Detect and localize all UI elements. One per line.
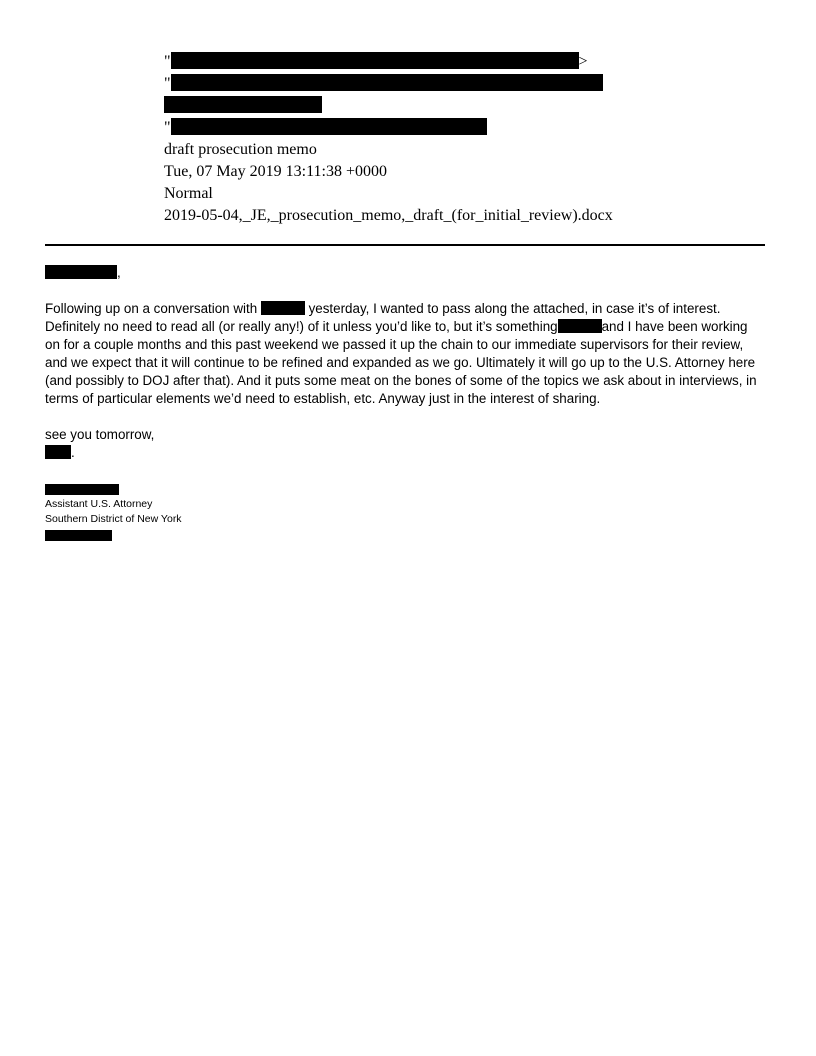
header-divider	[45, 244, 765, 246]
redaction	[164, 96, 322, 113]
body-line: terms of particular elements we’d need to establish, etc. Anyway just in the interest of sharing.	[45, 391, 601, 406]
redaction	[261, 301, 305, 315]
cc-value: "	[164, 117, 487, 139]
to-value-continued	[164, 95, 322, 117]
body-line: (and possibly to DOJ after that). And it puts some meat on the bones of some of the topics we ask about in interviews, in	[45, 373, 757, 388]
redaction	[171, 52, 579, 69]
redaction	[45, 445, 71, 459]
signoff-name: .	[45, 444, 773, 462]
redaction	[171, 74, 603, 91]
body-line: and we expect that it will continue to be refined and expanded as we go. Ultimately it will go up to the U.S. Attorney here	[45, 355, 756, 370]
to-value: "	[164, 73, 603, 95]
body-line: on for a couple months and this past weekend we passed it up the chain to our immediate supervisors for their review,	[45, 337, 744, 352]
greeting: ,	[45, 264, 773, 282]
date-value: Tue, 07 May 2019 13:11:38 +0000	[164, 163, 387, 180]
body-paragraph	[45, 300, 773, 408]
signature-title: Assistant U.S. Attorney	[45, 498, 153, 510]
redaction	[45, 484, 119, 495]
signoff	[45, 426, 773, 462]
redaction	[171, 118, 487, 135]
subject-value: draft prosecution memo	[164, 141, 317, 158]
body-line: Following up on a conversation with yesterday, I wanted to pass along the attached, in case it’s of interest.	[45, 301, 721, 316]
signoff-text: see you tomorrow,	[45, 427, 155, 442]
signature-office: Southern District of New York	[45, 513, 182, 525]
body-line: Definitely no need to read all (or really any!) of it unless you’d like to, but it’s something and I have been working	[45, 319, 748, 334]
redaction	[45, 265, 117, 279]
email-signature	[45, 484, 182, 541]
redaction	[558, 319, 602, 333]
attachment-link[interactable]: 2019-05-04,_JE,_prosecution_memo,_draft_(for_initial_review).docx	[164, 207, 613, 224]
from-value: " >	[164, 53, 588, 70]
email-body	[45, 264, 773, 462]
redaction	[45, 530, 112, 541]
importance-value: Normal	[164, 185, 213, 202]
